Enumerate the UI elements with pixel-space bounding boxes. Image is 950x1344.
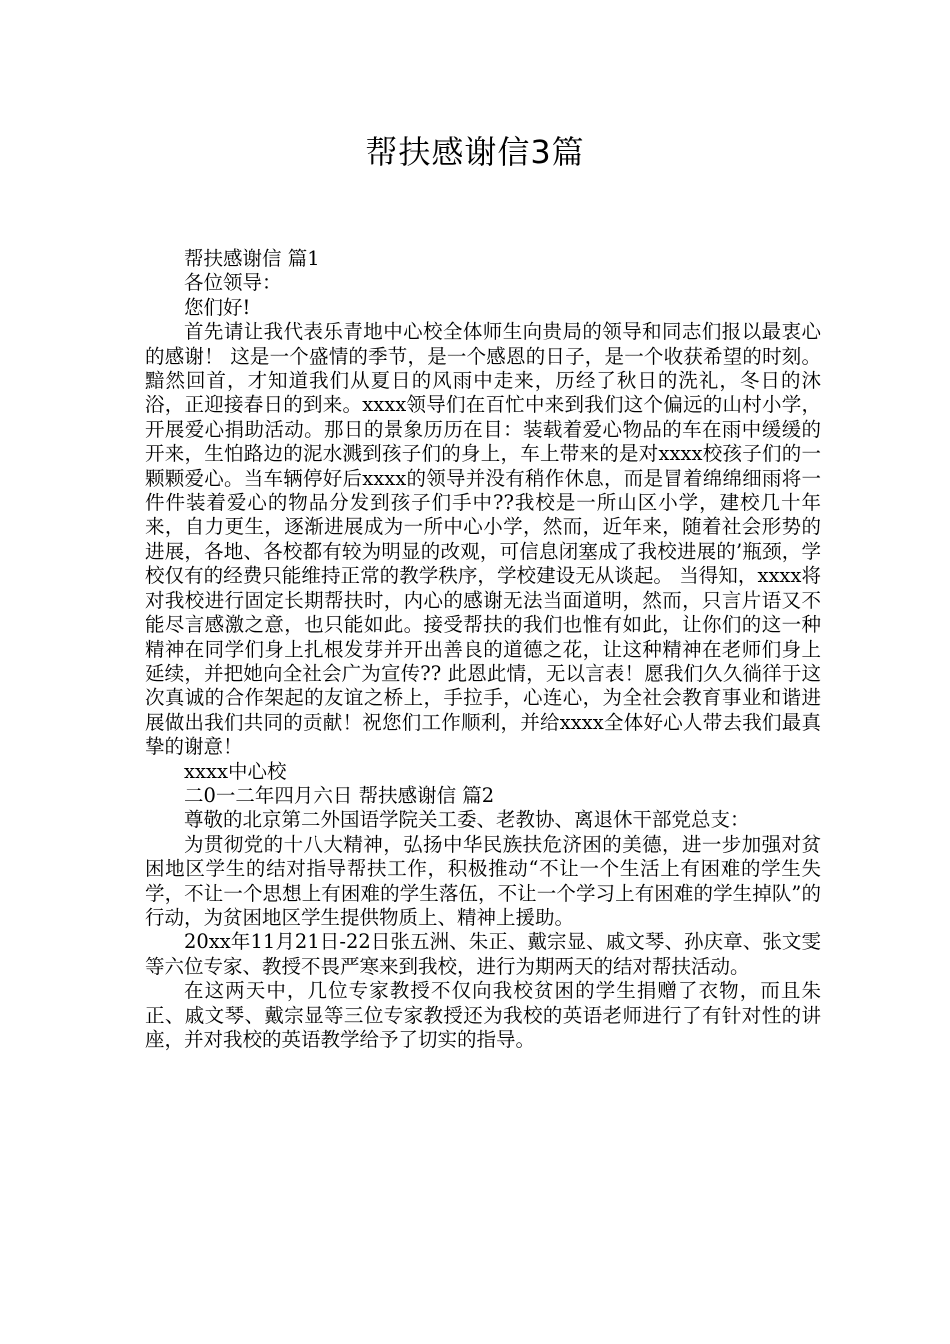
letter-2-salutation: 尊敬的北京第二外国语学院关工委、老教协、离退休干部党总支：: [184, 808, 750, 832]
greeting: 您们好!: [184, 295, 251, 319]
document-title: 帮扶感谢信3篇: [365, 133, 585, 171]
section-heading-1: 帮扶感谢信 篇1: [184, 247, 320, 270]
salutation: 各位领导：: [184, 271, 282, 295]
letter-1-signature: xxxx中心校: [184, 759, 287, 783]
letter-1-date-and-section-heading-2: 二0一二年四月六日 帮扶感谢信 篇2: [184, 783, 495, 807]
letter-1-body: 首先请让我代表乐青地中心校全体师生向贵局的领导和同志们报以最衷心的感谢！ 这是一个盛情的季节，是一个感恩的日子，是一个收获希望的时刻。 黯然回首，才知道我们从夏日的风雨中走来，历经了秋日的洗礼，冬日的沐浴，正迎接春日的到来。xxxx领导们在百忙中来到我们这个偏远的山村小学，开展爱心捐助活动。那日的景象历历在目：装载着爱心物品的车在雨中缓缓的开来，生怕路边的泥水溅到孩子们的身上，车上带来的是对xxxx校孩子们的一颗颗爱心。当车辆停好后xxxx的领导并没有稍作休息，而是冒着绵绵细雨将一件件装着爱心的物品分发到孩子们手中??我校是一所山区小学，建校几十年来，自力更生，逐渐进展成为一所中心小学，然而，近年来，随着社会形势的进展，各地、各校都有较为明显的改观，可信息闭塞成了我校进展的’瓶颈，学校仅有的经费只能维持正常的教学秩序，学校建设无从谈起。 当得知，xxxx将对我校进行固定长期帮扶时，内心的感谢无法当面道明，然而，只言片语又不能尽言感激之意，也只能如此。接受帮扶的我们也惟有如此，让你们的这一种精神在同学们身上扎根发芽并开出善良的道德之花，让这种精神在老师们身上延续，并把她向全社会广为宣传?? 此恩此情，无以言表！愿我们久久徜徉于这次真诚的合作架起的友谊之桥上，手拉手，心连心，为全社会教育事业和谐进展做出我们共同的贡献！祝您们工作顺利，并给xxxx全体好心人带去我们最真挚的谢意！: [145, 320, 821, 759]
letter-2-paragraph: 在这两天中，几位专家教授不仅向我校贫困的学生捐赠了衣物，而且朱正、戚文琴、戴宗显等三位专家教授还为我校的英语老师进行了有针对性的讲座，并对我校的英语教学给予了切实的指导。: [145, 979, 821, 1051]
letter-2-paragraph: 20xx年11月21日-22日张五洲、朱正、戴宗显、戚文琴、孙庆章、张文雯等六位专家、教授不畏严寒来到我校，进行为期两天的结对帮扶活动。: [145, 930, 821, 978]
document-body: [145, 247, 821, 1052]
letter-2-paragraph: 为贯彻党的十八大精神，弘扬中华民族扶危济困的美德，进一步加强对贫困地区学生的结对指导帮扶工作，积极推动“不让一个生活上有困难的学生失学，不让一个思想上有困难的学生落伍，不让一个学习上有困难的学生掉队”的行动，为贫困地区学生提供物质上、精神上援助。: [145, 832, 821, 929]
